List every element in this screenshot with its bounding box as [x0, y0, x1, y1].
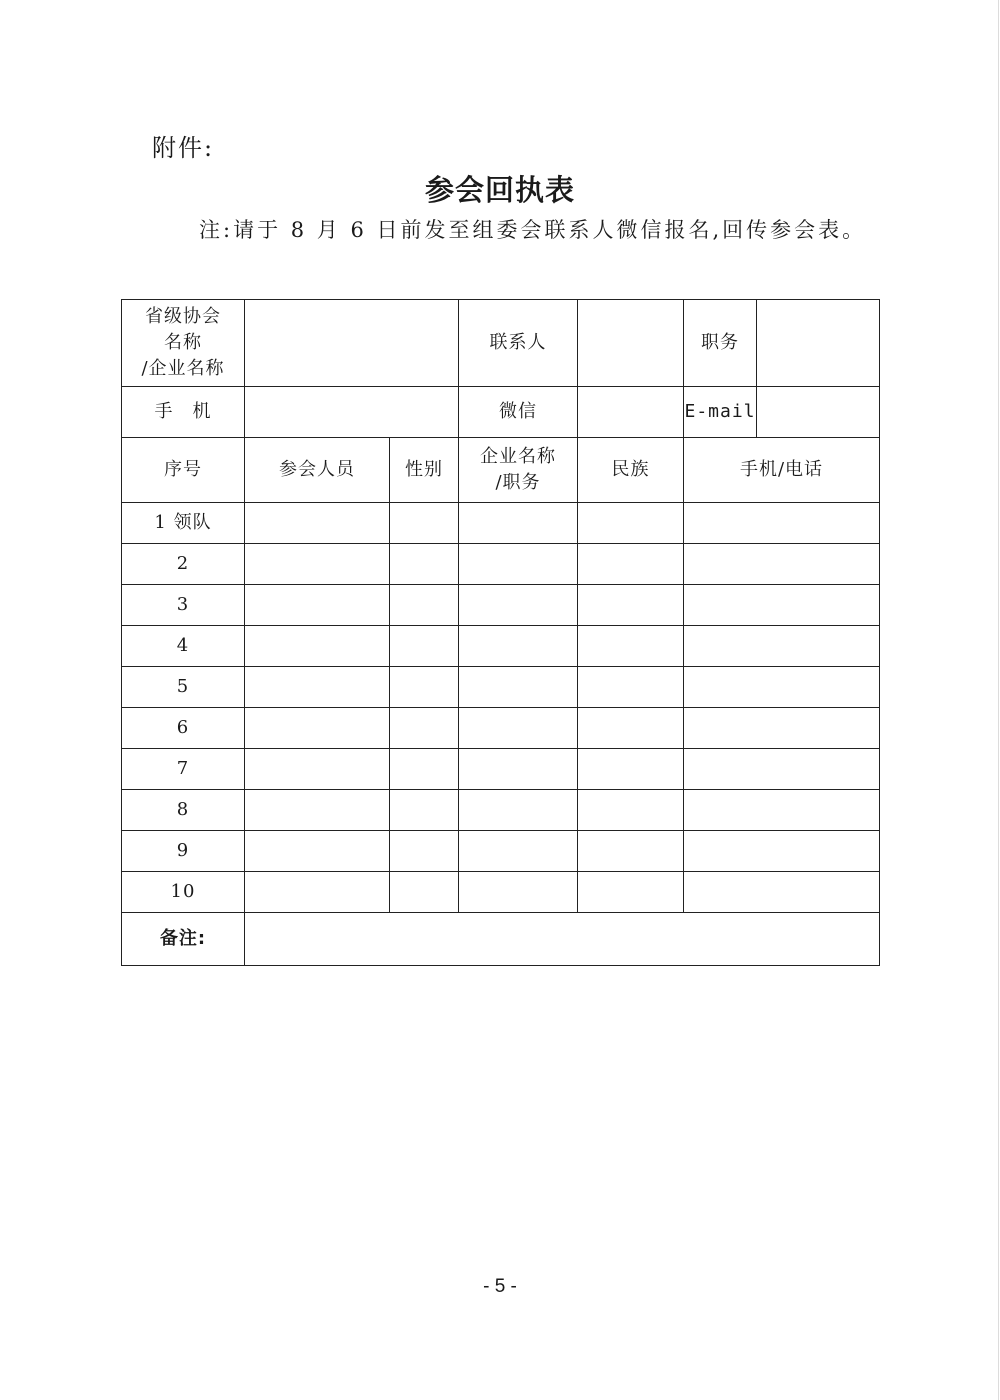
- gender-field[interactable]: [390, 749, 459, 790]
- attendee-row: [122, 790, 880, 831]
- col-company-header: [459, 438, 578, 503]
- email-field[interactable]: [757, 387, 880, 438]
- phone-field[interactable]: [684, 544, 880, 585]
- col-ethnicity-header: 民族: [578, 438, 684, 503]
- row-seq: 3: [122, 585, 245, 626]
- gender-field[interactable]: [390, 831, 459, 872]
- gender-field[interactable]: [390, 708, 459, 749]
- col-company-header-line2: /职务: [495, 472, 541, 493]
- company-position-field[interactable]: [459, 708, 578, 749]
- attendee-rows: [122, 503, 880, 913]
- attendee-row: [122, 872, 880, 913]
- attendee-row: [122, 831, 880, 872]
- gender-field[interactable]: [390, 544, 459, 585]
- phone-field[interactable]: [684, 626, 880, 667]
- attendee-name-field[interactable]: [245, 544, 390, 585]
- col-phone-header: 手机/电话: [684, 438, 880, 503]
- remark-label: 备注:: [122, 913, 245, 966]
- contact-field[interactable]: [578, 300, 684, 387]
- col-attendee-header: 参会人员: [245, 438, 390, 503]
- row-seq: 7: [122, 749, 245, 790]
- company-position-field[interactable]: [459, 790, 578, 831]
- company-position-field[interactable]: [459, 667, 578, 708]
- ethnicity-field[interactable]: [578, 626, 684, 667]
- phone-field[interactable]: [684, 503, 880, 544]
- org-name-label-line1: 省级协会: [145, 306, 221, 327]
- attendee-header-row: [122, 438, 880, 503]
- phone-field[interactable]: [684, 585, 880, 626]
- remark-row: [122, 913, 880, 966]
- col-gender-header: 性别: [390, 438, 459, 503]
- attendee-row: [122, 708, 880, 749]
- row-seq: 9: [122, 831, 245, 872]
- row-seq: 1 领队: [122, 503, 245, 544]
- col-seq-header: 序号: [122, 438, 245, 503]
- registration-form-table: [121, 299, 880, 966]
- page-title: 参会回执表: [424, 173, 575, 207]
- org-name-label: [122, 300, 245, 387]
- mobile-label: 手 机: [122, 387, 245, 438]
- ethnicity-field[interactable]: [578, 544, 684, 585]
- attendee-row: [122, 749, 880, 790]
- gender-field[interactable]: [390, 790, 459, 831]
- ethnicity-field[interactable]: [578, 708, 684, 749]
- ethnicity-field[interactable]: [578, 872, 684, 913]
- ethnicity-field[interactable]: [578, 667, 684, 708]
- ethnicity-field[interactable]: [578, 831, 684, 872]
- attendee-name-field[interactable]: [245, 831, 390, 872]
- attachment-label: 附件:: [152, 134, 215, 162]
- company-position-field[interactable]: [459, 544, 578, 585]
- org-name-label-line3: /企业名称: [141, 358, 225, 379]
- phone-field[interactable]: [684, 749, 880, 790]
- row-seq: 8: [122, 790, 245, 831]
- attendee-name-field[interactable]: [245, 872, 390, 913]
- attendee-name-field[interactable]: [245, 708, 390, 749]
- attendee-name-field[interactable]: [245, 667, 390, 708]
- org-name-label-line2: 名称: [164, 332, 202, 353]
- mobile-field[interactable]: [245, 387, 459, 438]
- remark-field[interactable]: [245, 913, 880, 966]
- contact-info-row: [122, 387, 880, 438]
- attendee-name-field[interactable]: [245, 585, 390, 626]
- phone-field[interactable]: [684, 872, 880, 913]
- company-position-field[interactable]: [459, 626, 578, 667]
- company-position-field[interactable]: [459, 749, 578, 790]
- company-position-field[interactable]: [459, 585, 578, 626]
- attendee-row: [122, 503, 880, 544]
- company-position-field[interactable]: [459, 831, 578, 872]
- org-info-row: [122, 300, 880, 387]
- wechat-label: 微信: [459, 387, 578, 438]
- col-company-header-line1: 企业名称: [480, 446, 556, 467]
- gender-field[interactable]: [390, 626, 459, 667]
- company-position-field[interactable]: [459, 503, 578, 544]
- page-number: - 5 -: [483, 1276, 517, 1297]
- email-label: E-mail: [684, 387, 757, 438]
- gender-field[interactable]: [390, 872, 459, 913]
- position-field[interactable]: [757, 300, 880, 387]
- ethnicity-field[interactable]: [578, 749, 684, 790]
- row-seq: 4: [122, 626, 245, 667]
- attendee-name-field[interactable]: [245, 503, 390, 544]
- phone-field[interactable]: [684, 667, 880, 708]
- company-position-field[interactable]: [459, 872, 578, 913]
- row-seq: 10: [122, 872, 245, 913]
- attendee-row: [122, 667, 880, 708]
- ethnicity-field[interactable]: [578, 585, 684, 626]
- wechat-field[interactable]: [578, 387, 684, 438]
- row-seq: 2: [122, 544, 245, 585]
- attendee-name-field[interactable]: [245, 790, 390, 831]
- attendee-row: [122, 544, 880, 585]
- row-seq: 5: [122, 667, 245, 708]
- attendee-name-field[interactable]: [245, 749, 390, 790]
- ethnicity-field[interactable]: [578, 503, 684, 544]
- attendee-row: [122, 585, 880, 626]
- gender-field[interactable]: [390, 503, 459, 544]
- submission-note: 注:请于 8 月 6 日前发至组委会联系人微信报名,回传参会表。: [199, 218, 867, 242]
- gender-field[interactable]: [390, 585, 459, 626]
- gender-field[interactable]: [390, 667, 459, 708]
- attendee-name-field[interactable]: [245, 626, 390, 667]
- ethnicity-field[interactable]: [578, 790, 684, 831]
- attendee-row: [122, 626, 880, 667]
- phone-field[interactable]: [684, 831, 880, 872]
- org-name-field[interactable]: [245, 300, 459, 387]
- contact-label: 联系人: [459, 300, 578, 387]
- position-label: 职务: [684, 300, 757, 387]
- phone-field[interactable]: [684, 790, 880, 831]
- row-seq: 6: [122, 708, 245, 749]
- phone-field[interactable]: [684, 708, 880, 749]
